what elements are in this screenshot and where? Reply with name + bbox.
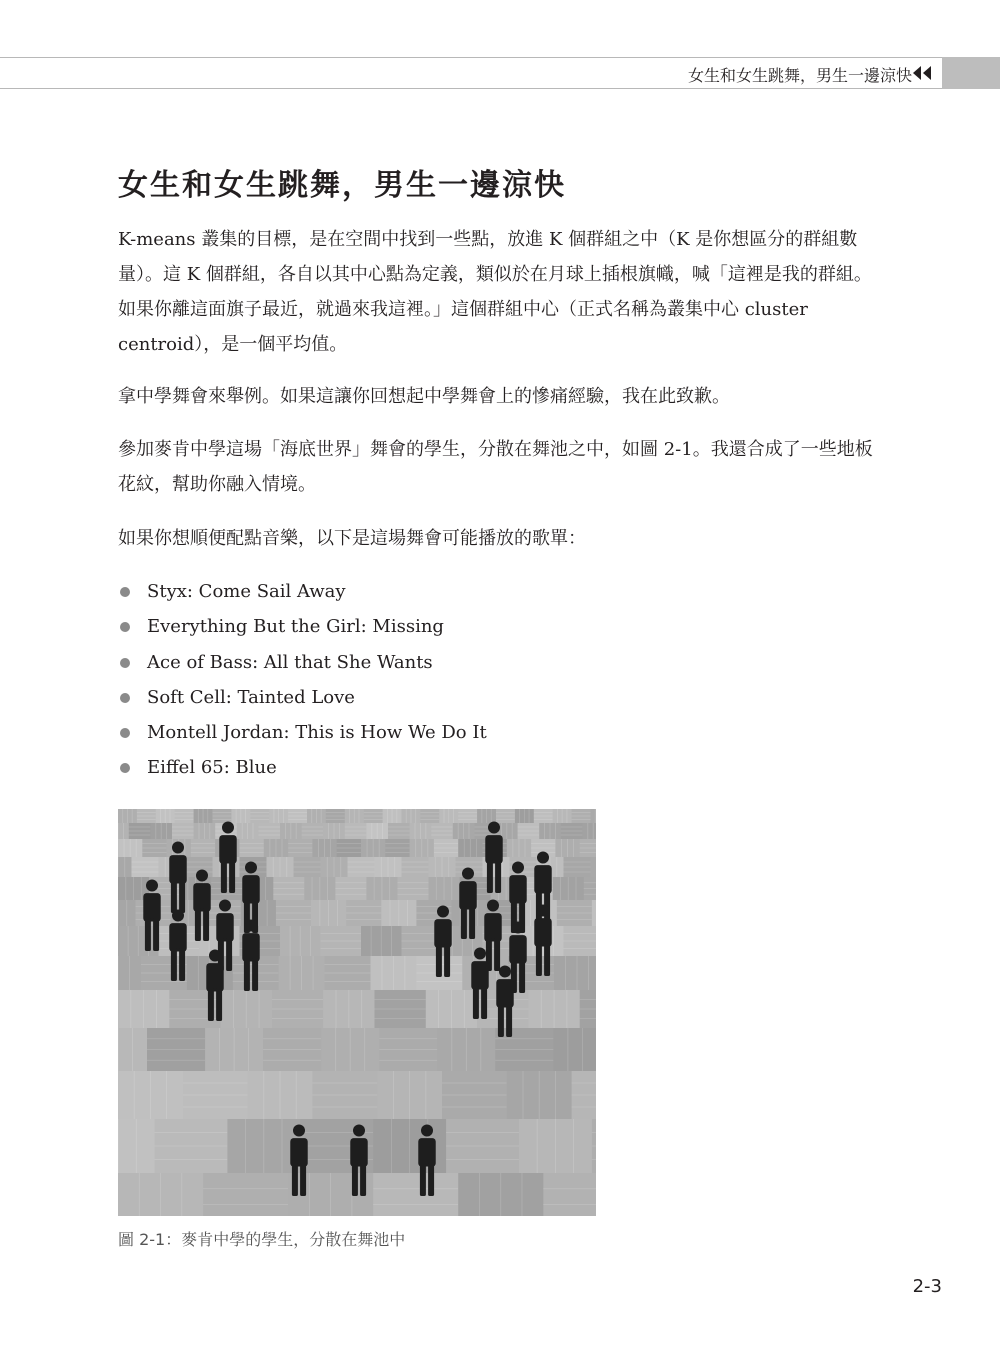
song-title: Eiffel 65: Blue (147, 757, 277, 779)
bullet-icon (120, 658, 130, 668)
bullet-icon (120, 622, 130, 632)
floor-tile (553, 1028, 596, 1072)
bullet-icon (120, 763, 130, 773)
dance-floor-illustration (118, 809, 596, 1216)
paragraph-playlist-intro: 如果你想順便配點音樂，以下是這場舞會可能播放的歌單： (118, 528, 586, 549)
paragraph-dance-example: 拿中學舞會來舉例。如果這讓你回想起中學舞會上的慘痛經驗，我在此致歉。 (118, 386, 730, 407)
page-number: 2-3 (912, 1276, 942, 1297)
floor-tile (543, 1173, 596, 1216)
floor-tile (554, 956, 596, 991)
header-tab (942, 57, 1000, 89)
floor-tile (373, 1173, 459, 1216)
bullet-icon (120, 728, 130, 738)
bullet-icon (120, 587, 130, 597)
floor-tile (591, 857, 597, 878)
song-title: Styx: Come Sail Away (147, 581, 346, 602)
list-item (118, 609, 718, 644)
header-rule-bottom (0, 88, 942, 89)
double-left-arrow-icon (912, 66, 932, 80)
list-item (118, 750, 718, 785)
header-rule-top (0, 57, 942, 58)
running-header-title: 女生和女生跳舞，男生一邊涼快 (687, 66, 912, 85)
list-item (118, 574, 718, 609)
section-title: 女生和女生跳舞，男生一邊涼快 (118, 168, 566, 203)
song-title: Ace of Bass: All that She Wants (147, 651, 433, 673)
song-list (118, 574, 718, 786)
floor-tile (203, 1173, 289, 1216)
song-title: Montell Jordan: This is How We Do It (147, 722, 487, 744)
bullet-icon (120, 693, 130, 703)
list-item (118, 680, 718, 715)
floor-tile (592, 900, 596, 927)
list-item (118, 645, 718, 680)
paragraph-dance-floor: 參加麥肯中學這場「海底世界」舞會的學生，分散在舞池之中，如圖 2-1。我還合成了一些地板花紋，幫助你融入情境。 (118, 439, 873, 495)
song-title: Soft Cell: Tainted Love (147, 686, 355, 708)
running-header (0, 57, 1000, 89)
floor-tile (582, 823, 596, 840)
figure-caption: 圖 2-1：麥肯中學的學生，分散在舞池中 (118, 1230, 406, 1249)
figure-dance-floor (118, 809, 596, 1216)
paragraph-kmeans-intro: K-means 叢集的目標，是在空間中找到一些點，放進 K 個群組之中（K 是你想區分的群組數量）。這 K 個群組，各自以其中心點為定義，類似於在月球上插根旗幟，喊「這裡是我的群組。如果你離這面旗子最近，就過來我這裡。」這個群組中心（正式名稱為叢集中心 cluster centroid），是一個平均值。 (118, 229, 872, 355)
list-item (118, 715, 718, 750)
song-title: Everything But the Girl: Missing (147, 616, 444, 638)
